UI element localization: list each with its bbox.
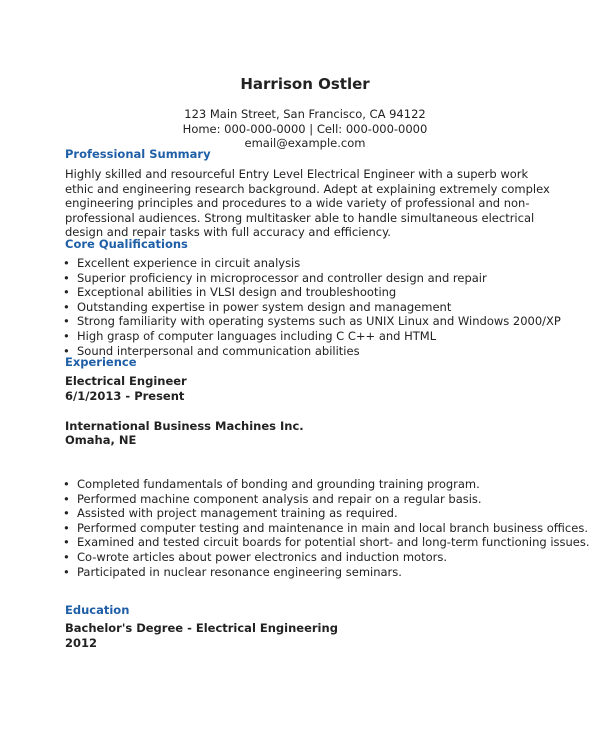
job-title: Electrical Engineer <box>65 374 187 388</box>
bullet-icon: • <box>63 535 70 550</box>
list-item: • Participated in nuclear resonance engineering seminars. <box>63 564 402 579</box>
company-name: International Business Machines Inc. <box>65 419 304 433</box>
bullet-icon: • <box>63 549 70 564</box>
list-item: • Superior proficiency in microprocessor and controller design and repair <box>63 270 487 285</box>
bullet-icon: • <box>63 564 70 579</box>
bullet-icon: • <box>63 285 70 300</box>
bullet-icon: • <box>63 256 70 270</box>
list-item: • Performed computer testing and maintenance in main and local branch business offices. <box>63 520 588 535</box>
contact-block <box>0 107 600 151</box>
list-item: • Assisted with project management training as required. <box>63 506 398 521</box>
qualifications-list <box>63 256 563 358</box>
degree: Bachelor's Degree - Electrical Engineering <box>65 621 338 635</box>
list-item: • Examined and tested circuit boards for potential short- and long-term functioning issues. <box>63 535 590 550</box>
bullet-icon: • <box>63 343 70 358</box>
list-item: • Co-wrote articles about power electronics and induction motors. <box>63 549 448 564</box>
graduation-year: 2012 <box>65 636 98 650</box>
bullet-icon: • <box>63 477 70 491</box>
list-item: • Excellent experience in circuit analysis <box>63 256 301 270</box>
experience-heading: Experience <box>65 355 137 369</box>
job-location: Omaha, NE <box>65 433 137 447</box>
email-line: email@example.com <box>244 136 366 150</box>
summary-heading: Professional Summary <box>65 147 211 161</box>
candidate-name: Harrison Ostler <box>240 75 370 93</box>
bullet-icon: • <box>63 328 70 343</box>
list-item: • Outstanding expertise in power system design and management <box>63 299 452 314</box>
list-item: • High grasp of computer languages including C C++ and HTML <box>63 328 437 343</box>
job-dates: 6/1/2013 - Present <box>65 389 185 403</box>
phone-line: Home: 000-000-0000 | Cell: 000-000-0000 <box>182 121 428 136</box>
list-item: • Completed fundamentals of bonding and grounding training program. <box>63 477 480 491</box>
list-item: • Exceptional abilities in VLSI design and troubleshooting <box>63 285 397 300</box>
bullet-icon: • <box>63 299 70 314</box>
list-item: • Sound interpersonal and communication abilities <box>63 343 360 358</box>
list-item: • Performed machine component analysis and repair on a regular basis. <box>63 491 482 506</box>
bullet-icon: • <box>63 491 70 506</box>
experience-list <box>63 477 590 579</box>
bullet-icon: • <box>63 506 70 521</box>
address-line: 123 Main Street, San Francisco, CA 94122 <box>184 107 426 121</box>
summary-text: Highly skilled and resourceful Entry Level Electrical Engineer with a superb work ethic and engineering research background. Adept at explaining extremely complex engineering principles and procedures to a wide variety of professional and non-professional audiences. Strong multitasker able to handle simultaneous electrical design and repair tasks with full accuracy and efficiency. <box>65 167 550 240</box>
list-item: • Strong familiarity with operating systems such as UNIX Linux and Windows 2000/XP <box>63 314 561 329</box>
qualifications-heading: Core Qualifications <box>65 237 188 251</box>
bullet-icon: • <box>63 270 70 285</box>
education-heading: Education <box>65 603 130 617</box>
bullet-icon: • <box>63 520 70 535</box>
bullet-icon: • <box>63 314 70 329</box>
